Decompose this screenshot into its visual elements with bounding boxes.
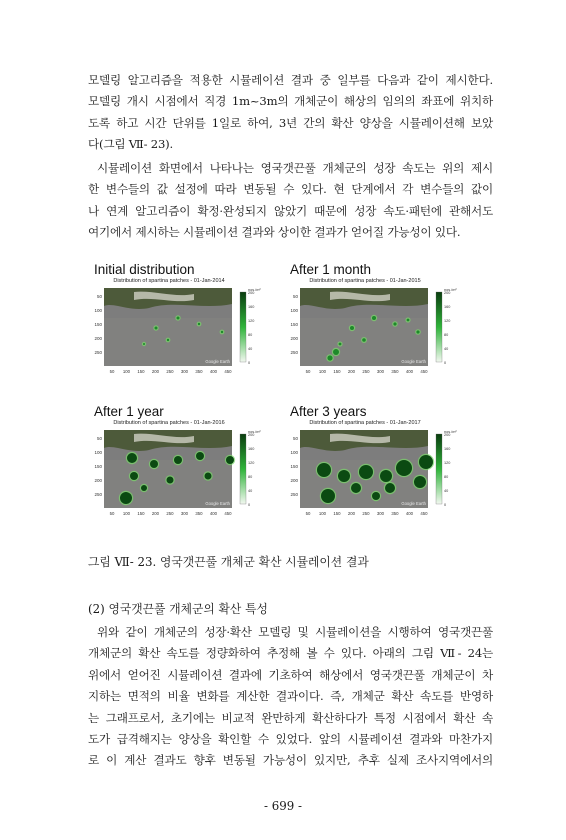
x-tick-label: 150 — [137, 511, 145, 516]
x-tick-label: 100 — [122, 369, 131, 374]
map-image — [290, 422, 470, 530]
x-tick-label: 300 — [376, 511, 385, 516]
y-tick-label: 50 — [292, 436, 298, 441]
colorbar-tick: 40 — [444, 489, 449, 493]
patch — [339, 343, 342, 346]
colorbar-tick: 40 — [248, 489, 253, 493]
colorbar-unit: nos./m² — [444, 430, 457, 434]
patch — [350, 326, 354, 330]
colorbar-unit: nos./m² — [248, 288, 261, 292]
patch — [127, 453, 137, 463]
panel-after-1-month — [284, 262, 474, 390]
page-number: - 699 - — [264, 799, 302, 813]
x-tick-label: 200 — [151, 369, 160, 374]
patch — [120, 492, 132, 504]
patch — [396, 460, 412, 476]
colorbar-tick: 80 — [444, 333, 449, 337]
x-tick-label: 350 — [195, 369, 203, 374]
panel-after-1-year — [88, 404, 278, 532]
map-image — [94, 280, 274, 388]
x-tick-label: 450 — [224, 369, 232, 374]
patch — [317, 463, 331, 477]
x-tick-label: 350 — [195, 511, 203, 516]
x-tick-label: 50 — [305, 369, 311, 374]
colorbar-tick: 120 — [444, 461, 451, 465]
patch — [416, 330, 419, 333]
y-tick-label: 150 — [94, 464, 102, 469]
x-tick-label: 50 — [305, 511, 311, 516]
paragraph-spread-characteristics — [88, 622, 493, 772]
x-tick-label: 300 — [376, 369, 385, 374]
colorbar-tick: 0 — [444, 503, 447, 507]
x-tick-label: 400 — [209, 511, 218, 516]
patch — [351, 483, 361, 493]
section-title: (2) 영국갯끈풀 개체군의 확산 특성 — [88, 602, 268, 616]
patch — [380, 470, 392, 482]
colorbar — [436, 434, 442, 504]
text-line: 지하는 면적의 비율 변화를 계산한 결과이다. 즉, 개체군 확산 속도를 반영하 — [88, 689, 493, 704]
x-tick-label: 250 — [166, 369, 174, 374]
text-line: 시뮬레이션 화면에서 나타나는 영국갯끈풀 개체군의 성장 속도는 위의 제시 — [97, 161, 493, 175]
simulation-map — [94, 286, 274, 386]
panel-label: Initial distribution — [94, 262, 195, 277]
colorbar-tick: 120 — [248, 461, 255, 465]
simulation-map — [290, 286, 470, 386]
y-tick-label: 150 — [290, 322, 298, 327]
watermark: Google Earth — [401, 359, 426, 364]
colorbar-unit: nos./m² — [444, 288, 457, 292]
patch — [338, 470, 350, 482]
paragraph-simulation-intro — [88, 70, 493, 156]
patch — [372, 316, 376, 320]
x-tick-label: 250 — [166, 511, 174, 516]
text-line: 는 그래프로서, 초기에는 비교적 완만하게 확산하다가 특정 시점에서 확산 속 — [88, 710, 493, 725]
panel-label: After 1 year — [94, 404, 164, 419]
colorbar-tick: 160 — [248, 447, 255, 451]
patch — [198, 323, 200, 325]
colorbar — [436, 292, 442, 362]
colorbar-tick: 200 — [444, 291, 451, 295]
panel-label: After 3 years — [290, 404, 367, 419]
text-line: 한 변수들의 값 설정에 따라 변동될 수 있다. 현 단계에서 각 변수들의 값이 — [88, 182, 493, 197]
patch — [372, 492, 380, 500]
x-tick-label: 50 — [109, 511, 115, 516]
x-tick-label: 450 — [420, 369, 428, 374]
text-line: 개체군의 확산 속도를 정량화하여 추정해 볼 수 있다. 아래의 그림 Ⅶ- 24는 — [88, 646, 493, 661]
x-tick-label: 150 — [333, 369, 341, 374]
text-line: 도록 하고 시간 단위를 1일로 하여, 3년 간의 확산 양상을 시뮬레이션해 보았 — [88, 115, 493, 130]
colorbar-tick: 80 — [248, 475, 253, 479]
patch — [141, 485, 147, 491]
x-tick-label: 250 — [362, 511, 370, 516]
patch — [419, 455, 433, 469]
patch — [327, 355, 332, 360]
colorbar-tick: 120 — [248, 319, 255, 323]
text-line: 나 연계 알고리즘이 확정·완성되지 않았기 때문에 성장 속도·패턴에 관해서도 — [88, 203, 493, 218]
map-title: Distribution of spartina patches - 01-Jan-2017 — [309, 420, 421, 426]
y-tick-label: 100 — [94, 308, 102, 313]
y-tick-label: 250 — [94, 492, 102, 497]
patch — [150, 460, 158, 468]
text-line: 도가 급격해지는 양상을 확인할 수 있었다. 앞의 시뮬레이션 결과와 마찬가지 — [88, 732, 493, 747]
colorbar-tick: 160 — [248, 305, 255, 309]
patch — [130, 472, 138, 480]
paragraph-growth-variation — [88, 158, 493, 244]
patch — [167, 339, 169, 341]
colorbar-tick: 0 — [248, 361, 251, 365]
y-tick-label: 50 — [96, 436, 102, 441]
x-tick-label: 200 — [151, 511, 160, 516]
text-line: 모델링 개시 시점에서 직경 1m~3m의 개체군이 해상의 임의의 좌표에 위치하 — [88, 94, 493, 109]
text-line: 위에서 얻어진 시뮬레이션 결과에 기초하여 해상에서 영국갯끈풀 개체군이 차 — [88, 667, 493, 682]
colorbar — [240, 292, 246, 362]
colorbar-tick: 160 — [444, 447, 451, 451]
panel-initial-distribution — [88, 262, 278, 390]
patch — [359, 465, 373, 479]
colorbar-tick: 200 — [248, 433, 255, 437]
watermark: Google Earth — [205, 359, 230, 364]
x-tick-label: 100 — [318, 511, 327, 516]
patch — [333, 349, 339, 355]
panel-label: After 1 month — [290, 262, 372, 277]
patch — [174, 456, 182, 464]
colorbar-tick: 0 — [444, 361, 447, 365]
patch — [143, 343, 145, 345]
y-tick-label: 150 — [94, 322, 102, 327]
y-tick-label: 50 — [96, 294, 102, 299]
x-tick-label: 350 — [391, 511, 399, 516]
patch — [177, 317, 180, 320]
map-title: Distribution of spartina patches - 01-Jan-2016 — [113, 420, 225, 426]
map-image — [94, 422, 274, 530]
patch — [205, 473, 212, 480]
y-tick-label: 200 — [94, 336, 102, 341]
patch — [393, 322, 396, 325]
x-tick-label: 400 — [405, 511, 414, 516]
y-tick-label: 250 — [290, 350, 298, 355]
y-tick-label: 200 — [290, 336, 298, 341]
colorbar-unit: nos./m² — [248, 430, 261, 434]
text-line: 여기에서 제시하는 시뮬레이션 결과와 상이한 결과가 얻어질 가능성이 있다. — [88, 225, 461, 240]
colorbar-tick: 40 — [444, 347, 449, 351]
patch — [221, 331, 223, 333]
patch — [362, 338, 366, 342]
map-image — [290, 280, 470, 388]
y-tick-label: 250 — [94, 350, 102, 355]
y-tick-label: 200 — [94, 478, 102, 483]
text-line: 다(그림 Ⅶ- 23). — [88, 137, 173, 152]
colorbar-tick: 200 — [248, 291, 255, 295]
colorbar-tick: 80 — [444, 475, 449, 479]
patch — [155, 327, 158, 330]
patch — [321, 489, 335, 503]
patch — [414, 476, 426, 488]
colorbar-tick: 160 — [444, 305, 451, 309]
y-tick-label: 100 — [290, 308, 298, 313]
x-tick-label: 350 — [391, 369, 399, 374]
map-title: Distribution of spartina patches - 01-Jan-2015 — [309, 278, 421, 284]
text-line: 모델링 알고리즘을 적용한 시뮬레이션 결과 중 일부를 다음과 같이 제시한다. — [88, 73, 493, 87]
panel-after-3-years — [284, 404, 474, 532]
patch — [226, 456, 234, 464]
x-tick-label: 400 — [209, 369, 218, 374]
x-tick-label: 200 — [347, 369, 356, 374]
x-tick-label: 150 — [333, 511, 341, 516]
map-title: Distribution of spartina patches - 01-Jan-2014 — [113, 278, 225, 284]
y-tick-label: 200 — [290, 478, 298, 483]
x-tick-label: 300 — [180, 511, 189, 516]
watermark: Google Earth — [205, 501, 230, 506]
watermark: Google Earth — [401, 501, 426, 506]
simulation-map — [290, 428, 470, 528]
patch — [196, 452, 204, 460]
satellite-background — [300, 288, 428, 366]
x-tick-label: 250 — [362, 369, 370, 374]
simulation-map — [94, 428, 274, 528]
colorbar-tick: 0 — [248, 503, 251, 507]
y-tick-label: 100 — [290, 450, 298, 455]
colorbar-tick: 80 — [248, 333, 253, 337]
y-tick-label: 250 — [290, 492, 298, 497]
satellite-background — [104, 288, 232, 366]
text-line: 로 이 계산 결과도 향후 변동될 가능성이 있지만, 추후 실제 조사지역에서의 — [88, 753, 493, 768]
colorbar — [240, 434, 246, 504]
x-tick-label: 100 — [122, 511, 131, 516]
y-tick-label: 150 — [290, 464, 298, 469]
y-tick-label: 50 — [292, 294, 298, 299]
y-tick-label: 100 — [94, 450, 102, 455]
colorbar-tick: 40 — [248, 347, 253, 351]
colorbar-tick: 120 — [444, 319, 451, 323]
x-tick-label: 450 — [420, 511, 428, 516]
x-tick-label: 200 — [347, 511, 356, 516]
x-tick-label: 50 — [109, 369, 115, 374]
x-tick-label: 100 — [318, 369, 327, 374]
x-tick-label: 450 — [224, 511, 232, 516]
patch — [167, 477, 174, 484]
text-line: 위와 같이 개체군의 성장·확산 모델링 및 시뮬레이션을 시행하여 영국갯끈풀 — [97, 625, 493, 639]
colorbar-tick: 200 — [444, 433, 451, 437]
figure-caption: 그림 Ⅶ- 23. 영국갯끈풀 개체군 확산 시뮬레이션 결과 — [88, 555, 369, 569]
patch — [407, 319, 410, 322]
x-tick-label: 400 — [405, 369, 414, 374]
patch — [385, 483, 395, 493]
simulation-figure — [88, 262, 478, 532]
x-tick-label: 150 — [137, 369, 145, 374]
x-tick-label: 300 — [180, 369, 189, 374]
